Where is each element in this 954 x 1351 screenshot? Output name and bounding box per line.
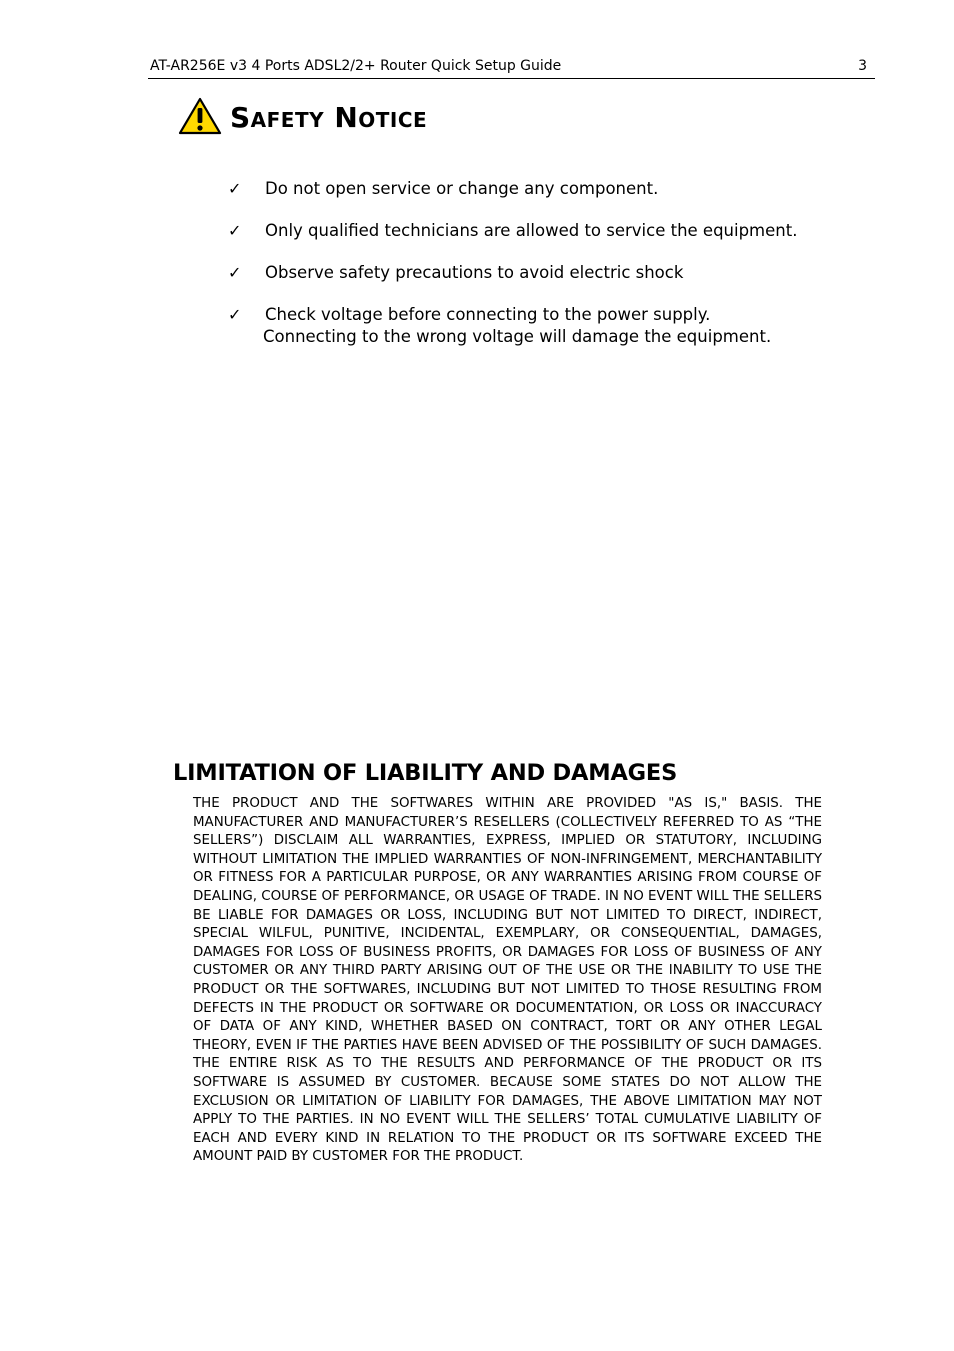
list-item-text-continued: Connecting to the wrong voltage will damage the equipment. [263, 327, 772, 346]
list-item-text: Only qualified technicians are allowed to service the equipment. [265, 221, 798, 240]
checkmark-icon: ✓ [228, 263, 242, 282]
checkmark-icon: ✓ [228, 221, 242, 240]
liability-disclaimer-text: THE PRODUCT AND THE SOFTWARES WITHIN ARE PROVIDED "AS IS," BASIS. THE MANUFACTURER AND MANUFACTURER’S RESELLERS (COLLECTIVELY REFERRED TO AS “THE SELLERS”) DISCLAIM ALL WARRANTIES, EXPRESS, IMPLIED OR STATUTORY, INCLUDING WITHOUT LIMITATION THE IMPLIED WARRANTIES OF NON-INFRINGEMENT, MERCHANTABILITY OR FITNESS FOR A PARTICULAR PURPOSE, OR ANY WARRANTIES ARISING FROM COURSE OF DEALING, COURSE OF PERFORMANCE, OR USAGE OF TRADE. IN NO EVENT WILL THE SELLERS BE LIABLE FOR DAMAGES OR LOSS, INCLUDING BUT NOT LIMITED TO DIRECT, INDIRECT, SPECIAL WILFUL, PUNITIVE, INCIDENTAL, EXEMPLARY, OR CONSEQUENTIAL, DAMAGES, DAMAGES FOR LOSS OF BUSINESS PROFITS, OR DAMAGES FOR LOSS OF BUSINESS OF ANY CUSTOMER OR ANY THIRD PARTY ARISING OUT OF THE USE OR THE INABILITY TO USE THE PRODUCT OR THE SOFTWARES, INCLUDING BUT NOT LIMITED TO THOSE RESULTING FROM DEFECTS IN THE PRODUCT OR SOFTWARE OR DOCUMENTATION, OR LOSS OR INACCURACY OF DATA OF ANY KIND, WHETHER BASED ON CONTRACT, TORT OR ANY OTHER LEGAL THEORY, EVEN IF THE PARTIES HAVE BEEN ADVISED OF THE POSSIBILITY OF SUCH DAMAGES. THE ENTIRE RISK AS TO THE RESULTS AND PERFORMANCE OF THE PRODUCT OR ITS SOFTWARE IS ASSUMED BY CUSTOMER. BECAUSE SOME STATES DO NOT ALLOW THE EXCLUSION OR LIMITATION OF LIABILITY FOR DAMAGES, THE ABOVE LIMITATION MAY NOT APPLY TO THE PARTIES. IN NO EVENT WILL THE SELLERS’ TOTAL CUMULATIVE LIABILITY OF EACH AND EVERY KIND IN RELATION TO THE PRODUCT OR ITS SOFTWARE EXCEED THE AMOUNT PAID BY CUSTOMER FOR THE PRODUCT. [193, 796, 822, 1165]
page-number: 3 [858, 58, 867, 74]
safety-notice-title: Safety Notice [230, 101, 428, 134]
list-item-text: Do not open service or change any component. [265, 179, 659, 198]
checkmark-icon: ✓ [228, 305, 242, 324]
safety-notice-heading [178, 96, 427, 136]
list-item [228, 220, 848, 242]
warning-triangle-icon [178, 97, 222, 135]
liability-heading: LIMITATION OF LIABILITY AND DAMAGES [173, 760, 678, 786]
document-title: AT-AR256E v3 4 Ports ADSL2/2+ Router Quick Setup Guide [150, 58, 562, 74]
list-item [228, 304, 848, 348]
safety-list [228, 178, 848, 368]
checkmark-icon: ✓ [228, 179, 242, 198]
list-item-text: Observe safety precautions to avoid electric shock [265, 263, 684, 282]
list-item [228, 262, 848, 284]
page-header [148, 56, 875, 79]
list-item [228, 178, 848, 200]
list-item-text: Check voltage before connecting to the power supply. [265, 305, 711, 324]
